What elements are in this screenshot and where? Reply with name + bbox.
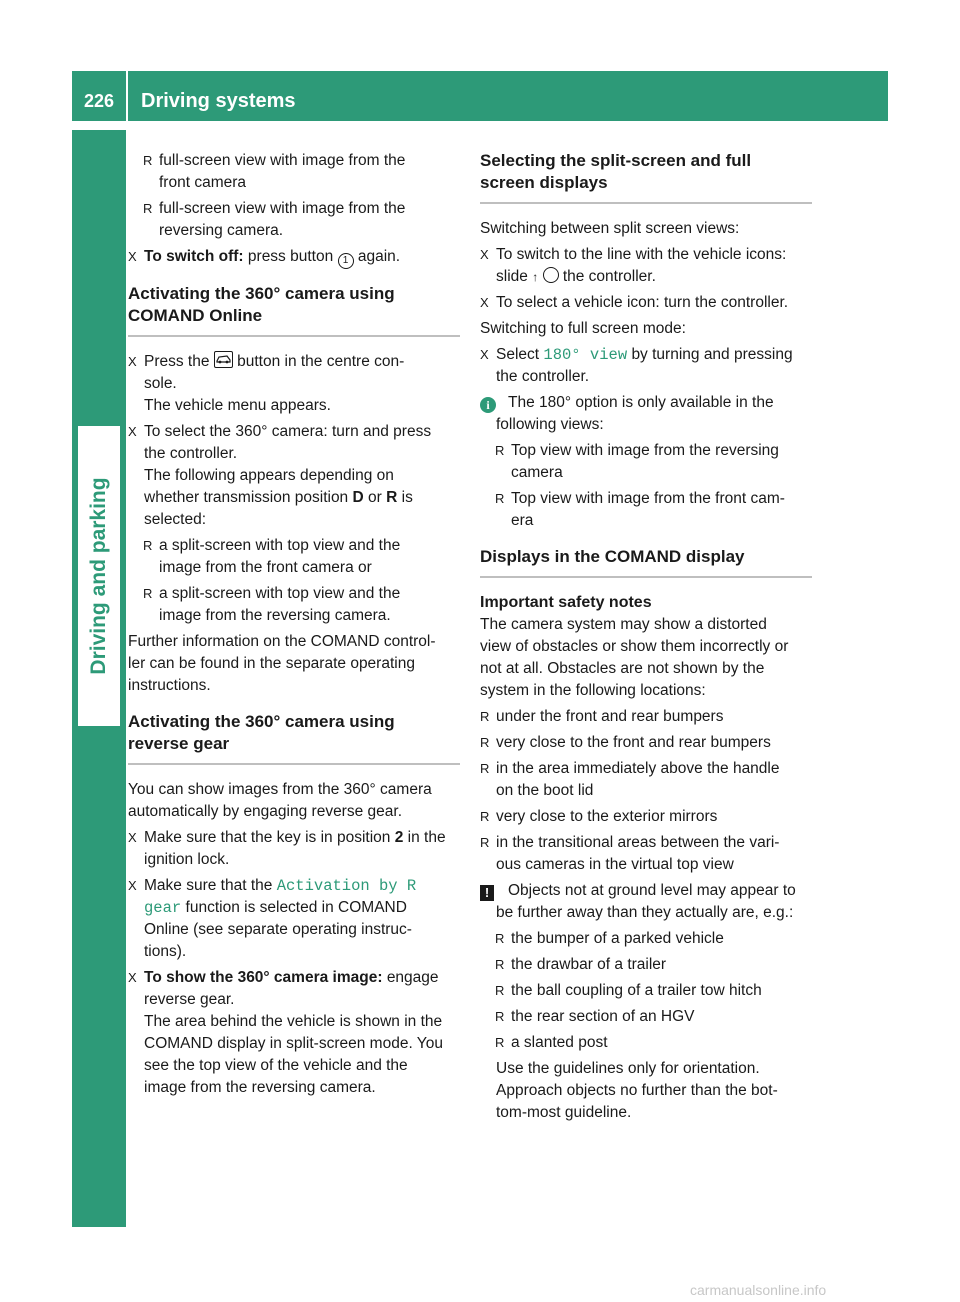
bullet-icon: R bbox=[480, 835, 490, 850]
list-item: R the rear section of an HGV bbox=[480, 1006, 812, 1028]
bullet-icon: R bbox=[495, 443, 505, 458]
bullet-icon: R bbox=[143, 201, 153, 216]
step-press-button: X Press the button in the centre con- bbox=[128, 351, 460, 373]
step-arrow-icon: X bbox=[128, 249, 137, 264]
list-item: R a slanted post bbox=[480, 1032, 812, 1054]
vehicle-button-icon bbox=[214, 351, 233, 368]
step-arrow-icon: X bbox=[480, 295, 489, 310]
step-arrow-icon: X bbox=[128, 970, 137, 985]
info-note: i The 180° option is only available in the bbox=[480, 392, 812, 414]
bullet-icon: R bbox=[495, 931, 505, 946]
step-arrow-icon: X bbox=[128, 830, 137, 845]
list-item: R Top view with image from the reversing bbox=[480, 440, 812, 462]
heading-rule bbox=[480, 576, 812, 578]
bullet-icon: R bbox=[480, 735, 490, 750]
step-select-vehicle-icon: X To select a vehicle icon: turn the controller. bbox=[480, 292, 812, 314]
menu-option-activation: Activation by R bbox=[276, 877, 417, 895]
heading-reverse-gear: Activating the 360° camera using reverse gear bbox=[128, 712, 395, 753]
step-arrow-icon: X bbox=[480, 247, 489, 262]
info-icon: i bbox=[480, 397, 496, 413]
bullet-icon: R bbox=[480, 809, 490, 824]
warning-icon: ! bbox=[480, 885, 494, 901]
page-number: 226 bbox=[83, 91, 115, 111]
step-activation-function: X Make sure that the Activation by R bbox=[128, 877, 417, 895]
list-item: R the drawbar of a trailer bbox=[480, 954, 812, 976]
list-item: R Top view with image from the front cam- bbox=[480, 488, 812, 510]
step-show-image: X To show the 360° camera image: engage bbox=[128, 967, 460, 989]
step-arrow-icon: X bbox=[480, 347, 489, 362]
list-item-cont: front camera bbox=[159, 174, 247, 191]
further-info: Further information on the COMAND control- bbox=[128, 633, 436, 650]
heading-rule bbox=[480, 202, 812, 204]
list-item: R a split-screen with top view and the bbox=[128, 535, 460, 557]
watermark: carmanualsonline.info bbox=[690, 1282, 827, 1298]
list-item: R full-screen view with image from the bbox=[128, 150, 460, 172]
bullet-icon: R bbox=[495, 957, 505, 972]
bullet-icon: R bbox=[143, 538, 153, 553]
button-1-icon: 1 bbox=[338, 253, 354, 269]
side-tab-label: Driving and parking bbox=[87, 477, 110, 675]
heading-comand: Activating the 360° camera using COMAND Online bbox=[128, 284, 395, 325]
paragraph: You can show images from the 360° camera bbox=[128, 781, 432, 798]
menu-option-180-view: 180° view bbox=[543, 346, 628, 364]
list-item: R the bumper of a parked vehicle bbox=[480, 928, 812, 950]
header-divider bbox=[126, 71, 128, 121]
list-item: R the ball coupling of a trailer tow hitch bbox=[480, 980, 812, 1002]
bullet-icon: R bbox=[495, 491, 505, 506]
slide-up-icon: ↑ bbox=[532, 270, 539, 284]
bullet-icon: R bbox=[495, 983, 505, 998]
heading-safety-notes: Important safety notes bbox=[480, 594, 652, 611]
list-item-cont: reversing camera. bbox=[159, 222, 284, 239]
list-item: R full-screen view with image from the bbox=[128, 198, 460, 220]
warning-note: ! Objects not at ground level may appear to bbox=[480, 880, 812, 902]
step-select-180: X Select 180° view by turning and pressing bbox=[480, 346, 793, 364]
step-arrow-icon: X bbox=[128, 424, 137, 439]
bullet-icon: R bbox=[495, 1035, 505, 1050]
list-item: R very close to the exterior mirrors bbox=[480, 806, 812, 828]
list-item: R in the transitional areas between the vari- bbox=[480, 832, 812, 854]
side-tab bbox=[78, 426, 120, 726]
list-item: R under the front and rear bumpers bbox=[480, 706, 812, 728]
bullet-icon: R bbox=[495, 1009, 505, 1024]
step-switch-line: X To switch to the line with the vehicle icons: bbox=[480, 244, 812, 266]
heading-displays: Displays in the COMAND display bbox=[480, 547, 745, 566]
heading-rule bbox=[128, 335, 460, 337]
bullet-icon: R bbox=[143, 153, 153, 168]
left-column: R full-screen view with image from the front camera R full-screen view with image from the reversing camera. X To switch off: press button 1 again. Activating the 360° camera using COMAND Online X Press the button in the centre con- sole. The vehicle menu appears. X To select the 360° camera: turn and press the controller. The following appears depending on whether transmission position D or R is selected: R a split-screen with top view and the image from the front camera or R a split-screen with top view and the image from the reversing camera. Further information on the COMAND control- ler can be found in the separate operating instructions. Activating the 360° camera using reverse gear You can show images from the 360° camera automatically by engaging reverse gear. X Make sure that the key is in position 2 in the ignition lock. X Make sure that the Activation by R gear function is selected in COMAND Online (see separate operating instruc- tions). X To show the 360° camera image: engage reverse gear. The area behind the vehicle is shown in the COMAND display in split-screen mode. You see the top view of the vehicle and the image from the reversing camera. bbox=[128, 150, 460, 1099]
step-arrow-icon: X bbox=[128, 878, 137, 893]
heading-rule bbox=[128, 763, 460, 765]
step-key-position: X Make sure that the key is in position 2 in the bbox=[128, 827, 460, 849]
right-column: Selecting the split-screen and full screen displays Switching between split screen views: X To switch to the line with the vehicle icons: slide ↑ the controller. X To select a vehicle icon: turn the controller. Switching to full screen mode: X Select 180° view by turning and pressing the controller. i The 180° option is only available in the following views: R Top view with image from the reversing camera R Top view with image from the front cam- era Displays in the COMAND display Important safety notes The camera system may show a distorted view of obstacles or show them incorrectly or not at all. Obstacles are not shown by the system in the following locations: R under the front and rear bumpers R very close to the front and rear bumpers R in the area immediately above the handle on the boot lid R very close to the exterior mirrors R in the transitional areas between the vari- ous cameras in the virtual top view ! Objects not at ground level may appear to be further away than they actually are, e.g.: R the bumper of a parked vehicle R the drawbar of a trailer R the ball coupling of a trailer tow hitch R the rear section of an HGV R a slanted post Use the guidelines only for orientation. Approach objects no further than the bot- tom-most guideline. bbox=[480, 150, 812, 1124]
heading-split-screen: Selecting the split-screen and full screen displays bbox=[480, 151, 752, 192]
step-switch-off: X To switch off: press button 1 again. bbox=[128, 246, 460, 269]
section-title: Driving systems bbox=[141, 90, 296, 112]
step-select-camera: X To select the 360° camera: turn and press bbox=[128, 421, 460, 443]
controller-icon bbox=[543, 267, 559, 283]
bullet-icon: R bbox=[480, 709, 490, 724]
list-item: R very close to the front and rear bumpers bbox=[480, 732, 812, 754]
bullet-icon: R bbox=[143, 586, 153, 601]
bullet-icon: R bbox=[480, 761, 490, 776]
list-item: R in the area immediately above the handle bbox=[480, 758, 812, 780]
step-arrow-icon: X bbox=[128, 354, 137, 369]
list-item: R a split-screen with top view and the bbox=[128, 583, 460, 605]
